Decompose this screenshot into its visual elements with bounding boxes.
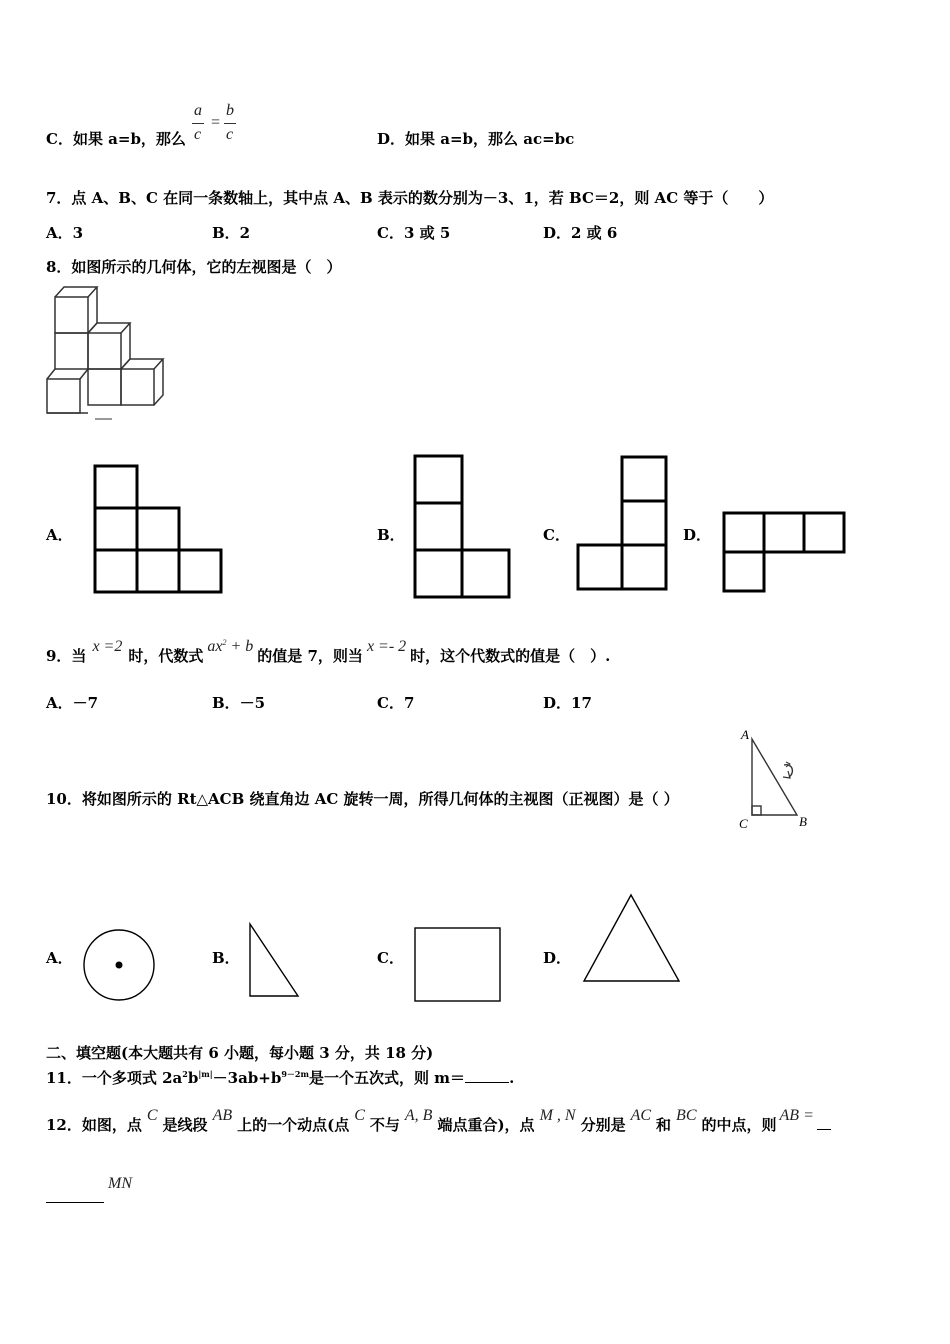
q7-option-c: C．3 或 5 — [377, 224, 451, 242]
q10-stem: 10．将如图所示的 Rt△ACB 绕直角边 AC 旋转一周，所得几何体的主视图（正视图）是（ ） — [46, 790, 679, 808]
q7-option-a: A．3 — [46, 224, 84, 242]
q8-option-d-figure — [722, 511, 848, 595]
q8-option-d-label: D． — [683, 526, 712, 544]
q10-option-a-figure — [82, 928, 158, 1004]
q11-answer-blank — [465, 1082, 509, 1083]
q7-option-b: B．2 — [212, 224, 251, 242]
q10-option-b-label: B． — [212, 949, 240, 967]
section-2-title: 二、填空题(本大题共有 6 小题，每小题 3 分，共 18 分) — [46, 1044, 434, 1062]
q6-option-c-fraction: a c = b c — [194, 102, 234, 143]
q9-option-a: A．－7 — [46, 694, 99, 712]
q9-option-c: C．7 — [377, 694, 415, 712]
q10-option-b-figure — [248, 922, 302, 1000]
q11-stem: 11．一个多项式 $2a^2b^{|m|}-3ab+b^{9-2m}$是一个五次式，则 m＝ . — [46, 1069, 515, 1087]
q8-stem: 8．如图所示的几何体，它的左视图是（ ） — [46, 258, 342, 276]
q9-option-d: D．17 — [543, 694, 592, 712]
q12-answer-blank — [46, 1202, 104, 1203]
q10-figure-label-c: C — [739, 816, 748, 831]
q9-option-b: B．－5 — [212, 694, 266, 712]
q8-option-b-label: B． — [377, 526, 405, 544]
q9-stem: 9．当x =2时，代数式$ax^2 + b$的值是 7，则当x =- 2时，这个代数式的值是（ ）. — [46, 638, 611, 665]
q10-option-c-label: C． — [377, 949, 404, 967]
q12-mn: MN — [108, 1175, 132, 1192]
q8-option-a-label: A． — [46, 526, 73, 544]
q10-figure-label-a: A — [741, 727, 749, 742]
q10-option-a-label: A． — [46, 949, 73, 967]
q10-option-c-figure — [413, 926, 503, 1004]
q10-option-d-label: D． — [543, 949, 572, 967]
q8-option-b-figure — [413, 454, 513, 600]
q8-option-c-label: C． — [543, 526, 570, 544]
q7-option-d: D．2 或 6 — [543, 224, 618, 242]
q12-stem: 12．如图，点C是线段AB上的一个动点(点C不与A, B端点重合)，点M , N分别是AC和BC的中点，则AB = — [46, 1114, 831, 1135]
q8-option-c-figure — [576, 455, 670, 593]
q6-option-d: D．如果 a=b，那么 ac=bc — [377, 130, 575, 148]
q10-figure-label-b: B — [799, 814, 807, 829]
q6-option-c: C．如果 a=b，那么 — [46, 130, 186, 148]
q10-option-d-figure — [582, 893, 682, 985]
q10-triangle-figure — [735, 725, 825, 835]
q8-option-a-figure — [93, 464, 225, 596]
q8-cube-figure — [40, 282, 170, 422]
q7-stem: 7．点 A、B、C 在同一条数轴上，其中点 A、B 表示的数分别为－3、1，若 BC＝2，则 AC 等于（ ） — [46, 189, 774, 207]
